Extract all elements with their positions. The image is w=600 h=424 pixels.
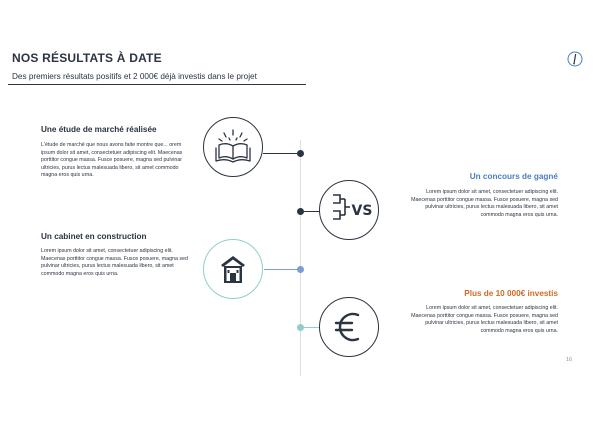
block-title-contest: Un concours de gagné (469, 172, 558, 181)
block-text-investment: Lorem ipsum dolor sit amet, consectetuer adipiscing elit. Maecenas porttitor congue massa. Fusce posuere, magna sed pulvinar ultricies, purus lectus malesuada libero, sit amet commodo magna eros quis urna. (411, 305, 558, 334)
subtitle-underline (8, 84, 306, 85)
timeline-dot (297, 324, 304, 331)
connector-line (264, 269, 300, 270)
page-title: NOS RÉSULTATS À DATE (12, 51, 162, 65)
icon-circle (203, 239, 263, 299)
icon-circle (203, 117, 263, 177)
open-book-icon (204, 118, 262, 176)
tournament-bracket-icon (320, 181, 378, 239)
timeline-line (300, 140, 301, 376)
block-title-investment: Plus de 10 000€ investis (464, 289, 558, 298)
block-text-office: Lorem ipsum dolor sit amet, consectetuer adipiscing elit. Maecenas porttitor congue massa. Fusce posuere, magna sed pulvinar ultricies, purus lectus malesuada libero, sit amet commodo magna eros quis urna. (41, 248, 188, 277)
connector-line (263, 153, 300, 154)
versus-label: VS (351, 203, 373, 219)
euro-icon (320, 298, 378, 356)
block-text-contest: Lorem ipsum dolor sit amet, consectetuer adipiscing elit. Maecenas porttitor congue massa. Fusce posuere, magna sed pulvinar ultricies, purus lectus malesuada libero, sit amet commodo magna eros quis urna. (411, 189, 558, 218)
logo-icon (567, 51, 583, 67)
timeline-dot (297, 150, 304, 157)
block-text-market-study: L'étude de marché que nous avons faite montre que... orem ipsum dolor sit amet, consectetuer adipiscing elit. Maecenas porttitor congue massa. Fusce posuere, magna sed pulvinar ultricies, purus lectus malesuada libero, sit amet commodo magna eros quis urna. (41, 142, 183, 179)
timeline-dot (297, 266, 304, 273)
timeline-dot (297, 208, 304, 215)
building-icon (204, 240, 262, 298)
icon-circle (319, 297, 379, 357)
block-title-office: Un cabinet en construction (41, 232, 147, 241)
icon-circle (319, 180, 379, 240)
page-subtitle: Des premiers résultats positifs et 2 000€ déjà investis dans le projet (12, 72, 257, 81)
page-number: 16 (566, 357, 573, 363)
block-title-market-study: Une étude de marché réalisée (41, 125, 157, 134)
